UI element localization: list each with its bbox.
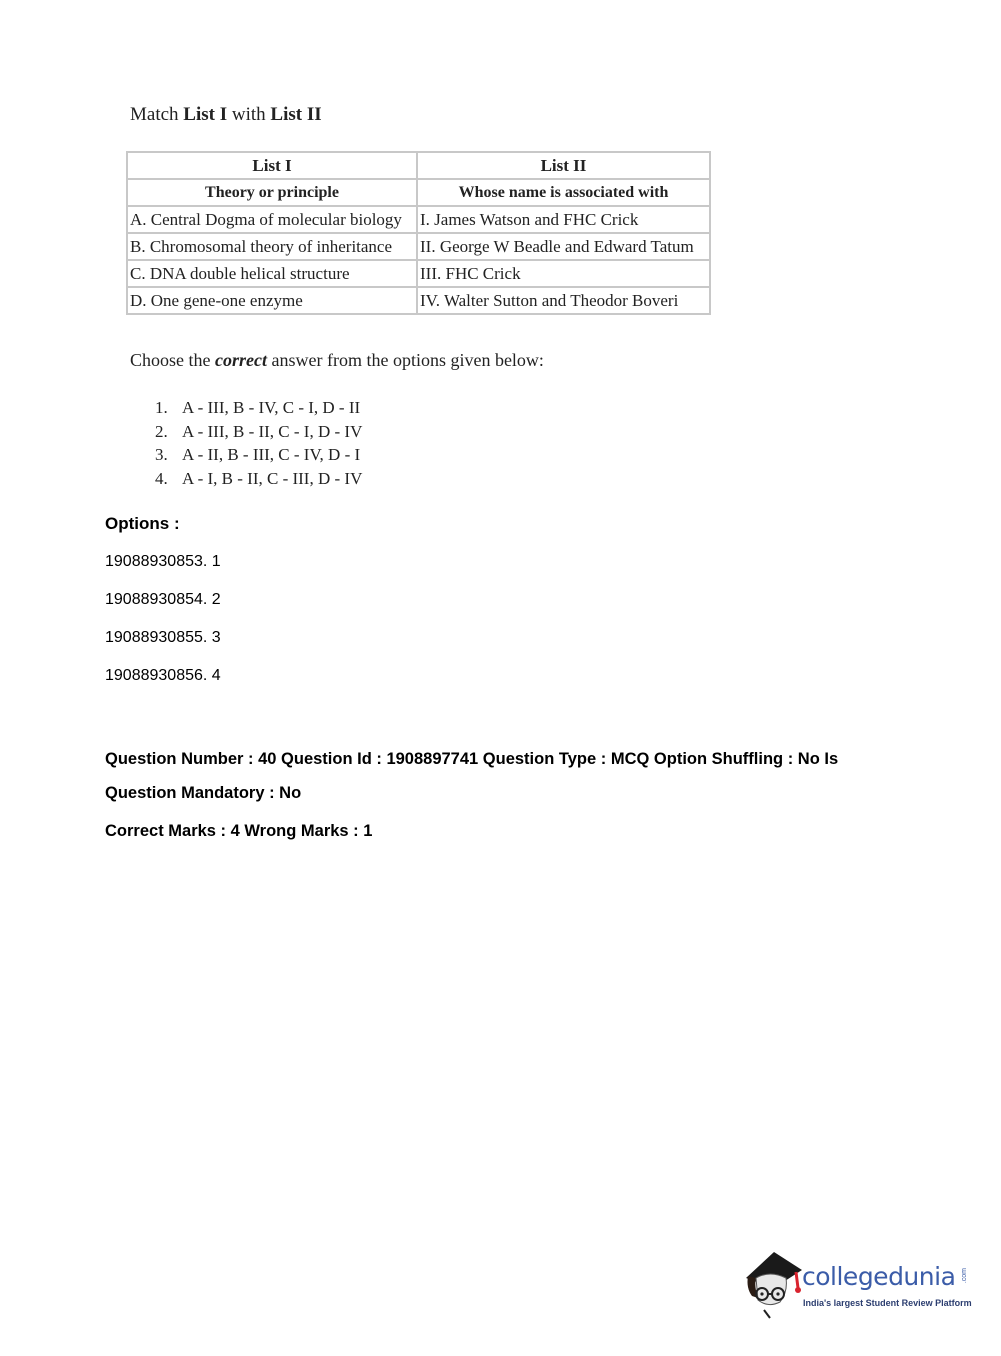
table-row <box>127 233 710 260</box>
question-meta-line2: Question Mandatory : No <box>105 784 302 802</box>
table-cell: C. DNA double helical structure <box>127 260 417 287</box>
choose-suffix: answer from the options given below: <box>266 350 544 370</box>
table-cell: II. George W Beadle and Edward Tatum <box>417 233 710 260</box>
table-cell: III. FHC Crick <box>417 260 710 287</box>
table-row <box>127 287 710 314</box>
logo-wordmark: collegedunia <box>802 1262 956 1291</box>
table-header-list2: List II <box>417 152 710 179</box>
answer-list <box>155 396 362 490</box>
table-subheader-list1: Theory or principle <box>127 179 417 206</box>
logo-tagline: India's largest Student Review Platform <box>803 1298 972 1308</box>
answer-text: A - III, B - IV, C - I, D - II <box>182 398 361 417</box>
answer-number: 2. <box>155 421 168 441</box>
table-cell: B. Chromosomal theory of inheritance <box>127 233 417 260</box>
intro-list2: List II <box>270 104 322 125</box>
list-item <box>155 467 362 491</box>
option-item: 19088930853. 1 <box>105 553 221 570</box>
intro-prefix: Match <box>130 104 184 125</box>
logo-suffix: .com <box>961 1268 968 1284</box>
list-item <box>155 443 362 467</box>
list-item <box>155 396 362 420</box>
option-item: 19088930854. 2 <box>105 591 221 608</box>
choose-prefix: Choose the <box>130 350 215 370</box>
intro-list1: List I <box>183 104 228 125</box>
option-item: 19088930855. 3 <box>105 629 221 646</box>
table-cell: D. One gene-one enzyme <box>127 287 417 314</box>
answer-text: A - III, B - II, C - I, D - IV <box>182 421 363 441</box>
match-table <box>126 151 711 315</box>
answer-number: 1. <box>155 398 168 417</box>
table-cell: IV. Walter Sutton and Theodor Boveri <box>417 287 710 314</box>
question-meta-line1: Question Number : 40 Question Id : 1908897741 Question Type : MCQ Option Shuffling : No Is <box>105 750 839 768</box>
table-subheader-list2: Whose name is associated with <box>417 179 710 206</box>
answer-number: 4. <box>155 468 168 488</box>
question-intro <box>130 104 322 126</box>
option-item: 19088930856. 4 <box>105 667 221 684</box>
choose-emphasis: correct <box>215 350 267 370</box>
choose-instruction <box>130 350 544 371</box>
table-header-list1: List I <box>127 152 417 179</box>
intro-with: with <box>227 104 271 125</box>
answer-text: A - II, B - III, C - IV, D - I <box>182 445 361 464</box>
table-row <box>127 260 710 287</box>
table-cell: A. Central Dogma of molecular biology <box>127 206 417 233</box>
answer-text: A - I, B - II, C - III, D - IV <box>182 468 363 488</box>
table-header-row <box>127 152 710 179</box>
table-cell: I. James Watson and FHC Crick <box>417 206 710 233</box>
table-subheader-row <box>127 179 710 206</box>
table-row <box>127 206 710 233</box>
options-heading: Options : <box>105 514 180 533</box>
list-item <box>155 420 362 444</box>
question-marks: Correct Marks : 4 Wrong Marks : 1 <box>105 822 373 840</box>
answer-number: 3. <box>155 445 168 464</box>
